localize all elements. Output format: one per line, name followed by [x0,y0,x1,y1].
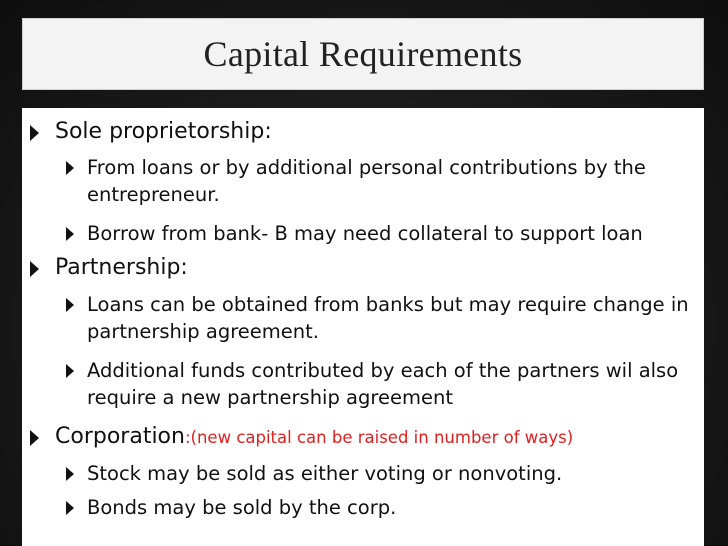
sub-bullet [66,460,706,487]
title-box [22,18,704,90]
bullet-partnership [30,253,188,283]
sub-bullet [66,291,706,345]
bullet-label: Corporation [55,424,185,449]
sub-bullet-text: Additional funds contributed by each of the partners wil also require a new partnership agreement [87,359,679,409]
sub-bullet-arrow-icon [66,364,74,378]
sub-bullet-text: Stock may be sold as either voting or nonvoting. [87,462,563,485]
content-area [22,108,704,546]
bullet-sole-proprietorship [30,117,272,147]
corporation-note: :(new capital can be raised in number of ways) [184,428,574,447]
sub-bullet-arrow-icon [66,161,74,175]
sub-bullet-text: Bonds may be sold by the corp. [87,496,397,519]
sub-bullet-text: From loans or by additional personal contributions by the entrepreneur. [87,156,646,206]
bullet-arrow-icon [30,261,39,277]
slide-title: Capital Requirements [203,34,523,74]
sub-bullet [66,154,706,208]
bullet-label: Sole proprietorship: [55,119,272,144]
sub-bullet-arrow-icon [66,227,74,241]
sub-bullet-arrow-icon [66,298,74,312]
bullet-arrow-icon [30,125,39,141]
sub-bullet-text: Loans can be obtained from banks but may require change in partnership agreement. [87,293,689,343]
bullet-arrow-icon [30,430,39,446]
sub-bullet [66,494,706,521]
sub-bullet [66,357,706,411]
sub-bullet [66,220,706,247]
bullet-label: Partnership: [55,255,188,280]
bullet-corporation [30,422,573,453]
sub-bullet-arrow-icon [66,467,74,481]
sub-bullet-arrow-icon [66,501,74,515]
sub-bullet-text: Borrow from bank- B may need collateral to support loan [87,222,643,245]
bullet-label-wrap [55,422,573,453]
